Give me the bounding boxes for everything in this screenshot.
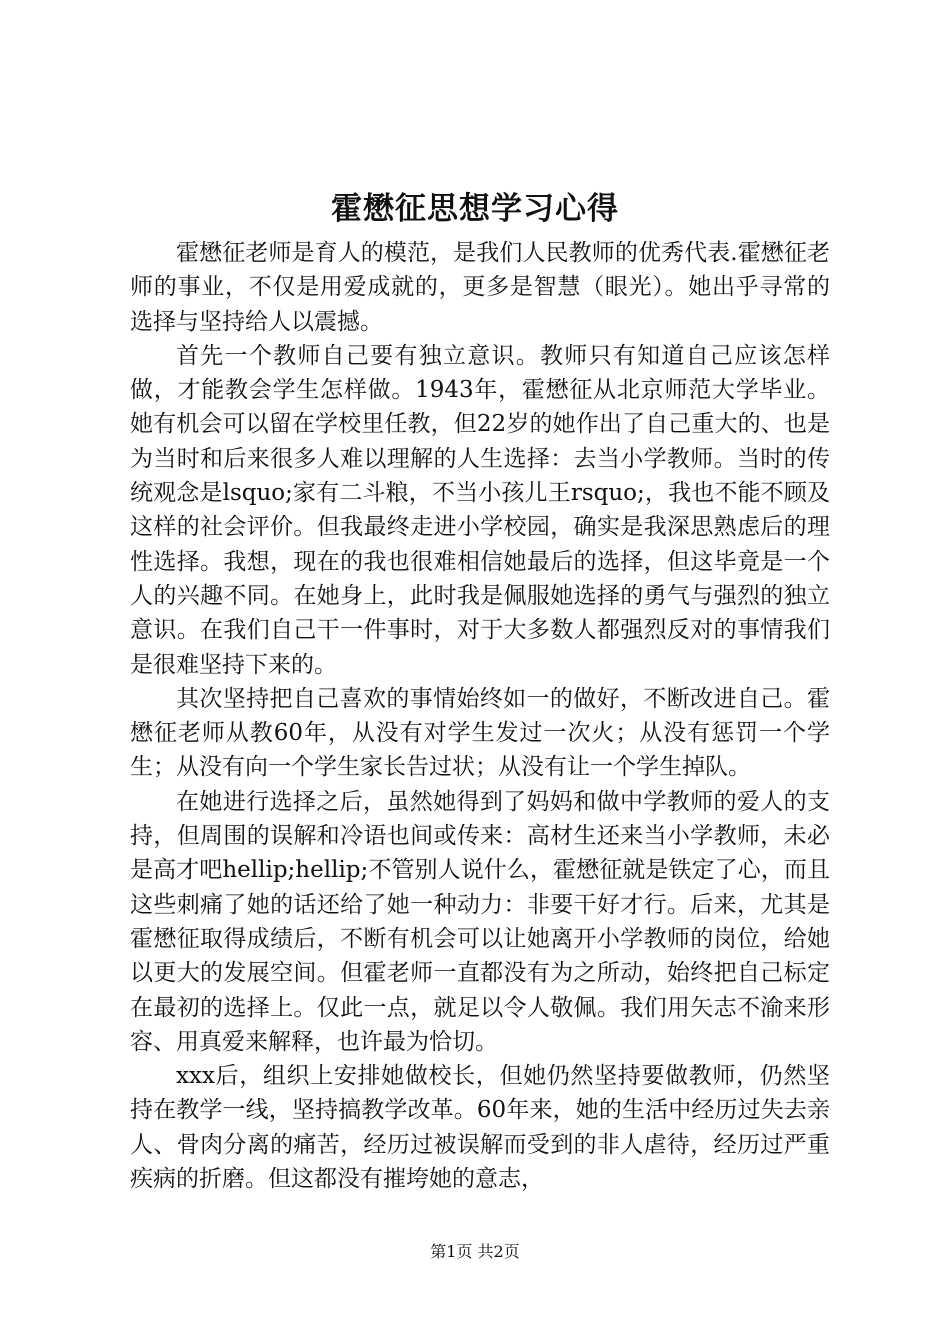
paragraph-1: 霍懋征老师是育人的模范，是我们人民教师的优秀代表.霍懋征老师的事业，不仅是用爱成就的，更多是智慧（眼光）。她出乎寻常的选择与坚持给人以震撼。 — [130, 240, 830, 335]
page-footer: 第1页 共2页 — [430, 1242, 520, 1261]
paragraph-2: 首先一个教师自己要有独立意识。教师只有知道自己应该怎样做，才能教会学生怎样做。1943年，霍懋征从北京师范大学毕业。她有机会可以留在学校里任教，但22岁的她作出了自己重大的、也是为当时和后来很多人难以理解的人生选择：去当小学教师。当时的传统观念是lsquo;家有二斗粮，不当小孩儿王rsquo;，我也不能不顾及这样的社会评价。但我最终走进小学校园，确实是我深思熟虑后的理性选择。我想，现在的我也很难相信她最后的选择，但这毕竟是一个人的兴趣不同。在她身上，此时我是佩服她选择的勇气与强烈的独立意识。在我们自己干一件事时，对于大多数人都强烈反对的事情我们是很难坚持下来的。 — [130, 342, 830, 678]
paragraph-5: xxx后，组织上安排她做校长，但她仍然坚持要做教师，仍然坚持在教学一线，坚持搞教学改革。60年来，她的生活中经历过失去亲人、骨肉分离的痛苦，经历过被误解而受到的非人虐待，经历过严重疾病的折磨。但这都没有摧垮她的意志， — [130, 1063, 830, 1193]
paragraph-4: 在她进行选择之后，虽然她得到了妈妈和做中学教师的爱人的支持，但周围的误解和冷语也间或传来：高材生还来当小学教师，未必是高才吧hellip;hellip;不管别人说什么，霍懋征就是铁定了心，而且这些刺痛了她的话还给了她一种动力：非要干好才行。后来，尤其是霍懋征取得成绩后，不断有机会可以让她离开小学教师的岗位，给她以更大的发展空间。但霍老师一直都没有为之所动，始终把自己标定在最初的选择上。仅此一点，就足以令人敬佩。我们用矢志不渝来形容、用真爱来解释，也许最为恰切。 — [130, 788, 830, 1055]
document-title: 霍懋征思想学习心得 — [331, 191, 619, 227]
document-body — [130, 236, 830, 1196]
paragraph-3: 其次坚持把自己喜欢的事情始终如一的做好，不断改进自己。霍懋征老师从教60年，从没有对学生发过一次火；从没有惩罚一个学生；从没有向一个学生家长告过状；从没有让一个学生掉队。 — [130, 685, 830, 781]
